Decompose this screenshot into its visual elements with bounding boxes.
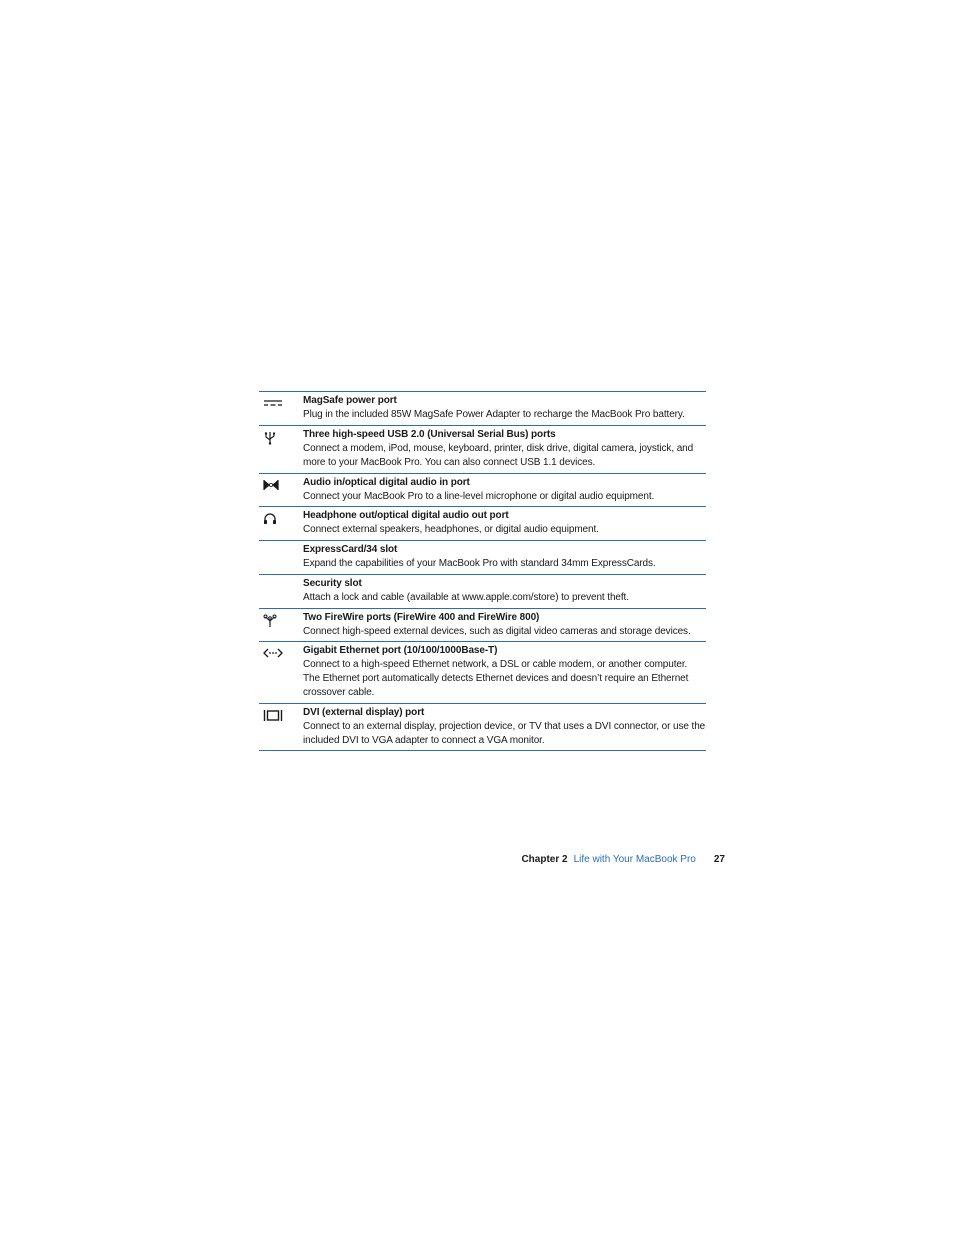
icon-cell (259, 609, 303, 641)
port-title: DVI (external display) port (303, 707, 425, 718)
port-title: Gigabit Ethernet port (10/100/1000Base-T) (303, 645, 498, 656)
port-text (303, 392, 706, 425)
port-title: ExpressCard/34 slot (303, 544, 398, 555)
port-row-magsafe (259, 392, 706, 426)
port-description: Connect to an external display, projection device, or TV that uses a DVI connector, or use the included DVI to VGA adapter to connect a VGA monitor. (303, 721, 706, 746)
port-row-expresscard (259, 541, 706, 575)
icon-cell (259, 507, 303, 540)
port-row-firewire (259, 609, 706, 642)
port-text (303, 575, 706, 608)
icon-cell (259, 392, 303, 425)
port-row-dvi (259, 704, 706, 751)
port-title: Three high-speed USB 2.0 (Universal Serial Bus) ports (303, 429, 556, 440)
icon-cell (259, 575, 303, 608)
port-text (303, 642, 706, 703)
ethernet-icon (263, 647, 283, 659)
chapter-title: Life with Your MacBook Pro (573, 854, 696, 865)
port-text (303, 474, 706, 506)
port-description: Connect a modem, iPod, mouse, keyboard, printer, disk drive, digital camera, joystick, and more to your MacBook Pro. You can also connect USB 1.1 devices. (303, 443, 694, 468)
port-text (303, 609, 706, 641)
port-row-usb (259, 426, 706, 474)
icon-cell (259, 426, 303, 473)
port-text (303, 507, 706, 540)
port-title: Audio in/optical digital audio in port (303, 477, 470, 488)
port-row-headphone (259, 507, 706, 541)
firewire-icon (263, 614, 277, 628)
port-description: Plug in the included 85W MagSafe Power Adapter to recharge the MacBook Pro battery. (303, 409, 685, 420)
port-title: Security slot (303, 578, 362, 589)
port-description: Expand the capabilities of your MacBook Pro with standard 34mm ExpressCards. (303, 558, 656, 569)
port-table (259, 391, 706, 751)
port-description: Connect your MacBook Pro to a line-level microphone or digital audio equipment. (303, 491, 655, 502)
icon-cell (259, 541, 303, 574)
port-text (303, 541, 706, 574)
headphone-icon (263, 512, 277, 525)
port-row-audio-in (259, 474, 706, 507)
dvi-display-icon (263, 709, 283, 722)
page-footer (0, 853, 725, 867)
icon-cell (259, 474, 303, 506)
port-description: Connect external speakers, headphones, or digital audio equipment. (303, 524, 599, 535)
icon-cell (259, 642, 303, 703)
port-text (303, 426, 706, 473)
port-description: Attach a lock and cable (available at www.apple.com/store) to prevent theft. (303, 592, 629, 603)
icon-cell (259, 704, 303, 750)
port-title: MagSafe power port (303, 395, 397, 406)
port-description: Connect high-speed external devices, such as digital video cameras and storage devices. (303, 626, 691, 637)
audio-in-icon (263, 479, 279, 491)
page-number: 27 (713, 854, 725, 865)
port-title: Two FireWire ports (FireWire 400 and FireWire 800) (303, 612, 540, 623)
chapter-label: Chapter 2 (521, 854, 568, 865)
usb-icon (263, 431, 277, 445)
port-title: Headphone out/optical digital audio out port (303, 510, 509, 521)
magsafe-dc-icon (263, 397, 283, 409)
port-description: Connect to a high-speed Ethernet network, a DSL or cable modem, or another computer. The Ethernet port automatically detects Ethernet devices and doesn’t require an Ethernet crossover cable. (303, 659, 689, 698)
port-row-ethernet (259, 642, 706, 704)
port-text (303, 704, 706, 750)
port-row-security (259, 575, 706, 609)
